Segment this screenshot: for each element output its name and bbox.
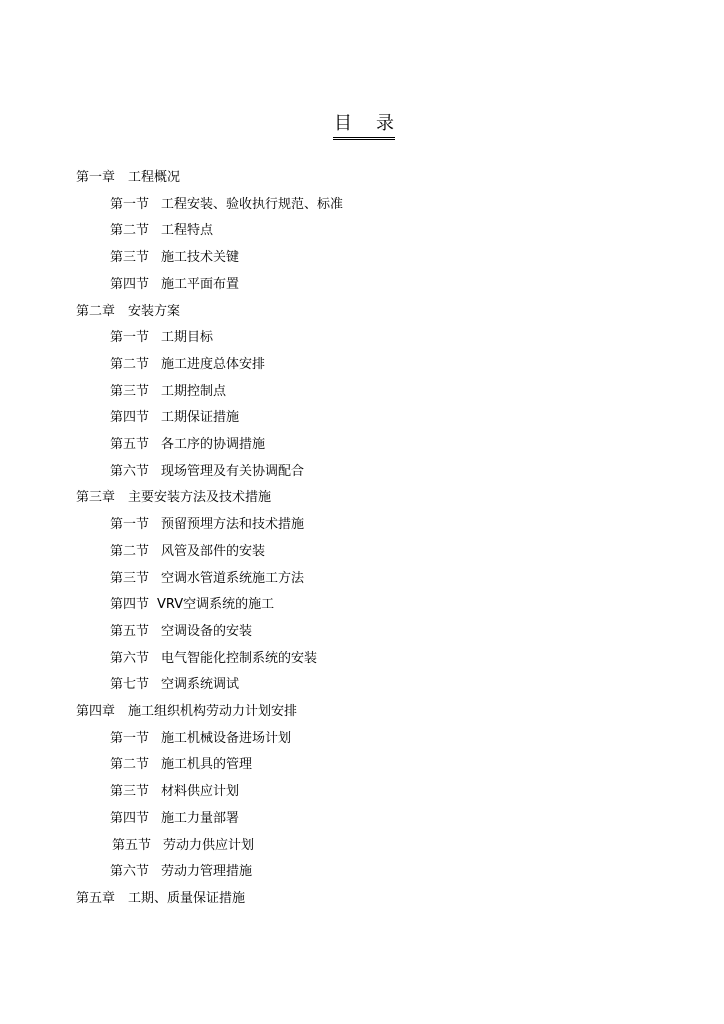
- toc-section: [110, 782, 239, 802]
- toc-title: 工期控制点: [161, 383, 227, 399]
- toc-number: 第六节: [110, 463, 150, 479]
- toc-title: 安装方案: [128, 303, 181, 319]
- page-title: [333, 112, 395, 140]
- toc-section: [110, 435, 265, 455]
- toc-section: [110, 328, 213, 348]
- toc-title: 空调水管道系统施工方法: [161, 570, 305, 586]
- toc-title: 现场管理及有关协调配合: [161, 463, 305, 479]
- toc-section: [110, 248, 239, 268]
- toc-section: [110, 195, 343, 215]
- toc-title: 施工平面布置: [161, 276, 240, 292]
- toc-section: [110, 675, 239, 695]
- toc-title: 施工技术关键: [161, 250, 240, 266]
- toc-section: [110, 275, 239, 295]
- toc-number: 第三章: [76, 490, 116, 506]
- toc-number: 第一节: [110, 330, 150, 346]
- toc-section: [110, 462, 304, 482]
- toc-title: 工程安装、验收执行规范、标准: [161, 196, 344, 212]
- toc-number: 第四节: [110, 597, 150, 613]
- toc-number: 第四节: [110, 810, 150, 826]
- toc-section: [110, 515, 304, 535]
- toc-chapter: [76, 702, 297, 722]
- toc-title: 施工机械设备进场计划: [161, 730, 292, 746]
- toc-number: 第一节: [110, 730, 150, 746]
- toc-section: [110, 622, 252, 642]
- toc-number: 第五节: [112, 837, 152, 853]
- page-title-char-1: 目: [334, 113, 352, 134]
- toc-number: 第四节: [110, 276, 150, 292]
- toc-section: [110, 355, 265, 375]
- toc-title: 预留预埋方法和技术措施: [161, 517, 305, 533]
- toc-title: VRV空调系统的施工: [157, 597, 275, 613]
- toc-number: 第三节: [110, 570, 150, 586]
- toc-chapter: [76, 889, 245, 909]
- toc-number: 第三节: [110, 784, 150, 800]
- toc-title: 空调系统调试: [161, 677, 240, 693]
- toc-title: 劳动力供应计划: [163, 837, 255, 853]
- toc-number: 第二节: [110, 223, 150, 239]
- toc-title: 工程特点: [161, 223, 214, 239]
- toc-title: 空调设备的安装: [161, 623, 253, 639]
- toc-title: 工期保证措施: [161, 410, 240, 426]
- toc-number: 第三节: [110, 250, 150, 266]
- toc-title: 主要安装方法及技术措施: [128, 490, 272, 506]
- toc-section: [110, 382, 226, 402]
- toc-section: [110, 408, 239, 428]
- toc-number: 第一章: [76, 170, 116, 185]
- toc-number: 第二节: [110, 543, 150, 559]
- toc-title: 施工力量部署: [161, 810, 240, 826]
- toc-section: [110, 809, 239, 829]
- toc-number: 第五节: [110, 623, 150, 639]
- toc-title: 工期目标: [161, 330, 214, 346]
- toc-chapter: [76, 168, 180, 188]
- toc-section: [110, 595, 274, 615]
- toc-section: [110, 836, 254, 856]
- toc-title: 电气智能化控制系统的安装: [161, 650, 318, 666]
- toc-number: 第六节: [110, 650, 150, 666]
- toc-number: 第五章: [76, 890, 116, 906]
- toc-number: 第一节: [110, 196, 150, 212]
- toc-number: 第二节: [110, 757, 150, 773]
- toc-title: 施工组织机构劳动力计划安排: [128, 704, 298, 719]
- toc-section: [110, 649, 317, 669]
- toc-section: [110, 755, 252, 775]
- toc-section: [110, 542, 265, 562]
- toc-chapter: [76, 488, 271, 508]
- toc-title: 施工进度总体安排: [161, 356, 266, 372]
- toc-chapter: [76, 302, 180, 322]
- toc-title: 风管及部件的安装: [161, 543, 266, 559]
- toc-number: 第二章: [76, 303, 116, 319]
- toc-number: 第四章: [76, 704, 116, 719]
- toc-number: 第四节: [110, 410, 150, 426]
- page-title-char-2: 录: [376, 113, 394, 134]
- toc-title: 工期、质量保证措施: [128, 890, 246, 906]
- page-title-wrapper: [0, 112, 724, 140]
- toc-section: [110, 862, 252, 882]
- toc-number: 第五节: [110, 437, 150, 452]
- toc-number: 第六节: [110, 864, 150, 880]
- toc-number: 第二节: [110, 356, 150, 372]
- toc-section: [110, 729, 291, 749]
- toc-title: 施工机具的管理: [161, 757, 253, 773]
- toc-number: 第七节: [110, 677, 150, 693]
- toc-number: 第一节: [110, 517, 150, 533]
- toc-number: 第三节: [110, 383, 150, 399]
- toc-section: [110, 221, 213, 241]
- toc-title: 劳动力管理措施: [161, 864, 253, 880]
- toc-title: 各工序的协调措施: [161, 437, 266, 452]
- toc-title: 材料供应计划: [161, 784, 240, 800]
- toc-section: [110, 569, 304, 589]
- toc-title: 工程概况: [128, 170, 181, 185]
